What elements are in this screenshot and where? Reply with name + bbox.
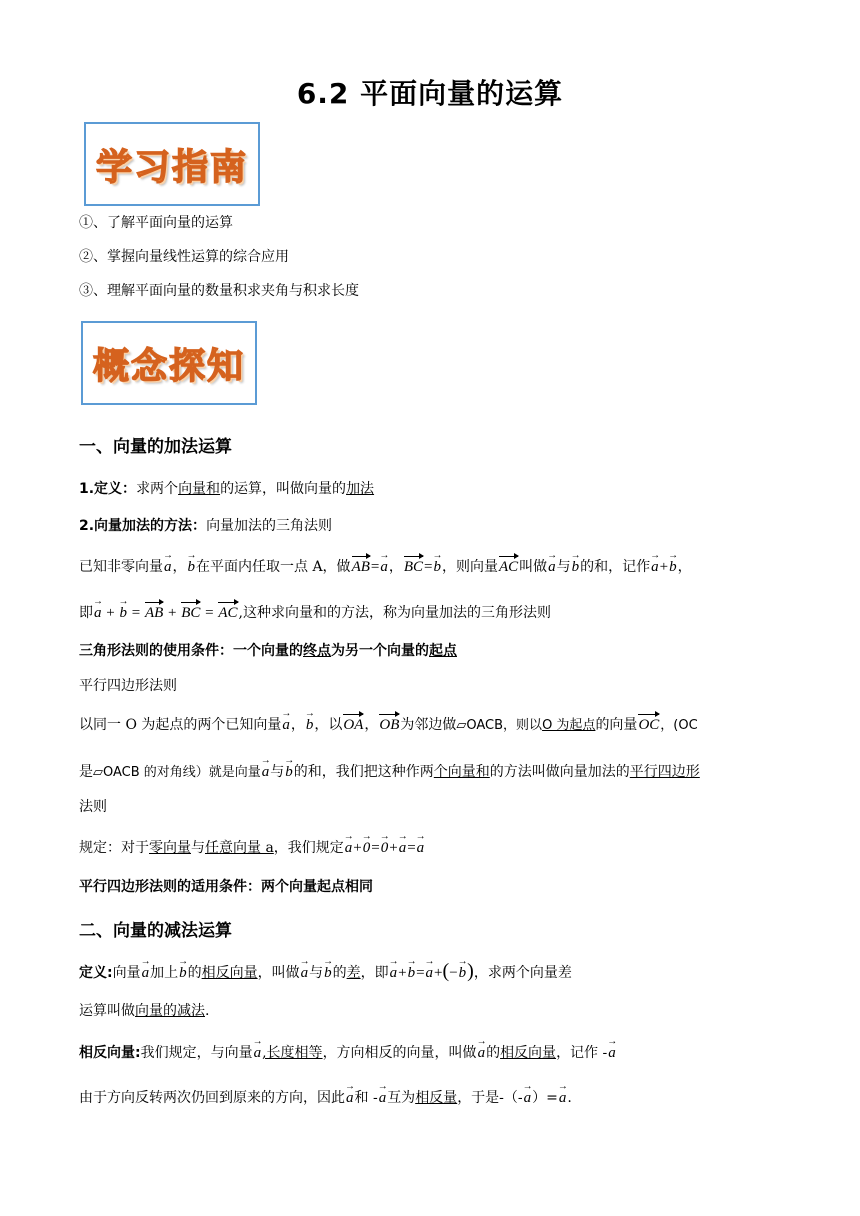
text: 是: [79, 764, 93, 780]
underlined-term: 相反向量: [500, 1045, 557, 1061]
study-guide-badge: [84, 122, 260, 206]
underlined-term: 向量的减法: [135, 1003, 205, 1019]
underlined-term: 起点: [429, 643, 457, 659]
vector-b: → b: [284, 762, 294, 782]
text: 的方法叫做向量加法的: [489, 764, 630, 780]
text: 为另一个向量的: [331, 643, 429, 659]
study-guide-badge-text: 学习指南: [95, 146, 248, 188]
underlined-term: 相反量: [415, 1090, 458, 1106]
vector-a: → a: [163, 557, 173, 577]
text: 规定：对于: [79, 840, 149, 856]
vector-a: → a: [281, 715, 291, 735]
underlined-term: 向量和: [178, 481, 221, 497]
text: 的: [486, 1045, 501, 1061]
vector-a: → a: [416, 838, 426, 858]
underlined-term: 个向量和: [433, 764, 490, 780]
vector-AC: AC: [218, 605, 238, 621]
triangle-rule-line-2: 即→ a + → b = AB + BC = AC,这种求向量和的方法，称为向量加法的三角形法则: [79, 603, 551, 623]
text: 与: [309, 965, 324, 981]
underlined-term: 任意向量 a: [205, 840, 274, 856]
text: ，记作 -: [556, 1045, 608, 1061]
vector-a: → a: [547, 557, 557, 577]
opposite-vector-definition: [79, 1043, 617, 1063]
vector-a: → a: [261, 762, 271, 782]
underlined-term: O 为起点: [542, 718, 596, 733]
underlined-term: 加法: [346, 481, 375, 497]
vector-BC: BC: [403, 559, 424, 575]
text: 的运算，叫做向量的: [220, 481, 347, 497]
text: ，我们规定: [273, 840, 344, 856]
vector-b: → b: [458, 963, 468, 983]
vector-b: → b: [305, 715, 315, 735]
vector-b: → b: [178, 963, 188, 983]
vector-AB: AB: [144, 605, 164, 621]
vector-a: → a: [607, 1043, 617, 1063]
vector-a: → a: [253, 1043, 263, 1063]
text: ，则向量: [442, 559, 498, 575]
text: 与: [191, 840, 205, 856]
text: 三角形法则的使用条件：一个向量的: [79, 643, 303, 659]
text: 的: [332, 965, 347, 981]
text: ，(OC: [660, 718, 698, 733]
vector-a: → a: [523, 1088, 533, 1108]
parallelogram-line-3: 法则: [79, 799, 107, 815]
vector-a: → a: [345, 1088, 355, 1108]
concept-badge: [81, 321, 257, 405]
text: 叫做: [519, 559, 548, 575]
parallelogram-condition: 平行四边形法则的适用条件：两个向量起点相同: [79, 879, 373, 895]
text: ，叫做: [257, 965, 300, 981]
page-title: 6.2 平面向量的运算: [296, 77, 564, 110]
text: 由于方向反转两次仍回到原来的方向，因此: [79, 1090, 345, 1106]
underlined-term: 终点: [303, 643, 331, 659]
text: 加上: [150, 965, 179, 981]
text: 与: [270, 764, 285, 780]
text: ，于是-（-: [457, 1090, 523, 1106]
parallelogram-rule-title: 平行四边形法则: [79, 678, 177, 694]
vector-OA: OA: [343, 717, 364, 733]
vector-a: → a: [300, 963, 310, 983]
text: 的和，我们把这种作两: [293, 764, 434, 780]
vector-a: → a: [378, 1088, 388, 1108]
vector-BC: BC: [181, 605, 201, 621]
text: 向量: [112, 965, 141, 981]
vector-AC: AC: [499, 559, 519, 575]
vector-a: → a: [477, 1043, 487, 1063]
text: 与: [556, 559, 571, 575]
text: 的向量: [595, 717, 638, 733]
vector-a: → a: [398, 838, 408, 858]
text: 求两个: [136, 481, 179, 497]
underlined-term: 平行四边形: [629, 764, 700, 780]
vector-a: → a: [425, 963, 435, 983]
vector-b: → b: [433, 557, 443, 577]
text: 互为: [387, 1090, 416, 1106]
method-label: 2.向量加法的方法：: [79, 518, 207, 534]
text: ，即: [360, 965, 389, 981]
text: .: [567, 1090, 572, 1106]
vector-b: → b: [407, 963, 417, 983]
triangle-rule-line-1: 已知非零向量→ a，→ b在平面内任取一点 A，做AB=→ a，BC=→ b，则向量AC叫做→ a与→ b的和，记作→ a+→ b，: [79, 557, 692, 577]
opposite-vector-label: 相反向量:: [79, 1045, 141, 1061]
text: 的: [187, 965, 202, 981]
zero-vector-rule: 规定：对于零向量与任意向量 a，我们规定→ a+→ 0=→ 0+→ a=→ a: [79, 838, 425, 858]
text: 的和，记作: [580, 559, 651, 575]
text: 即: [79, 605, 93, 621]
vector-b: → b: [187, 557, 197, 577]
subtraction-definition-line-1: 定义:向量→ a加上→ b的相反向量，叫做→ a与→ b的差，即→ a+→ b=→ a+(−→ b)，求两个向量差: [79, 961, 572, 983]
vector-a: → a: [344, 838, 354, 858]
vector-b: → b: [323, 963, 333, 983]
vector-a: → a: [389, 963, 399, 983]
text: 在平面内任取一点 A，做: [196, 559, 351, 575]
concept-badge-text: 概念探知: [92, 345, 245, 387]
underlined-term: 差: [346, 965, 361, 981]
guide-item-1: ①、了解平面向量的运算: [79, 215, 233, 231]
section-heading-subtraction: 二、向量的减法运算: [79, 921, 232, 941]
text: 为邻边做: [400, 717, 457, 733]
vector-a: → a: [93, 603, 103, 623]
text: ▱OACB 的对角线）就是向量: [93, 765, 261, 780]
text: 运算叫做: [79, 1003, 135, 1019]
text: 和 -: [354, 1090, 378, 1106]
text: .: [205, 1003, 210, 1019]
triangle-rule-condition: [79, 641, 457, 661]
text: ，以: [314, 717, 343, 733]
definition-label: 1.定义：: [79, 481, 137, 497]
text: ）=: [532, 1090, 558, 1106]
underlined-term: 零向量: [149, 840, 191, 856]
vector-OC: OC: [638, 717, 660, 733]
vector-b: → b: [571, 557, 581, 577]
underlined-term: ,长度相等: [262, 1045, 323, 1061]
vector-b: → b: [118, 603, 128, 623]
vector-AB: AB: [351, 559, 370, 575]
text: ,这种求向量和的方法，称为向量加法的三角形法则: [238, 605, 551, 621]
guide-item-2: ②、掌握向量线性运算的综合应用: [79, 249, 289, 265]
text: ▱OACB，则以: [456, 718, 543, 733]
addition-definition: [79, 479, 374, 499]
double-reversal-statement: [79, 1088, 572, 1108]
vector-b: → b: [668, 557, 678, 577]
underlined-term: 相反向量: [201, 965, 258, 981]
parallelogram-line-2: [79, 762, 700, 783]
parallelogram-line-1: 以同一 O 为起点的两个已知向量→ a，→ b，以OA，OB为邻边做▱OACB，则以O 为起点的向量OC，(OC: [79, 715, 698, 736]
vector-OB: OB: [379, 717, 400, 733]
vector-a: → a: [379, 557, 389, 577]
vector-a: → a: [558, 1088, 568, 1108]
text: 向量加法的三角法则: [206, 518, 333, 534]
zero-vector: → 0: [380, 838, 390, 858]
section-heading-addition: 一、向量的加法运算: [79, 437, 232, 457]
subtraction-definition-line-2: [79, 1001, 209, 1021]
zero-vector: → 0: [362, 838, 372, 858]
text: ，求两个向量差: [473, 965, 572, 981]
text: 已知非零向量: [79, 559, 163, 575]
text: 以同一 O 为起点的两个已知向量: [79, 717, 282, 733]
definition-label: 定义:: [79, 965, 113, 981]
addition-method: [79, 516, 332, 536]
vector-a: → a: [141, 963, 151, 983]
vector-a: → a: [650, 557, 660, 577]
text: ，方向相反的向量，叫做: [322, 1045, 477, 1061]
text: 我们规定，与向量: [140, 1045, 253, 1061]
guide-item-3: ③、理解平面向量的数量积求夹角与积求长度: [79, 283, 359, 299]
